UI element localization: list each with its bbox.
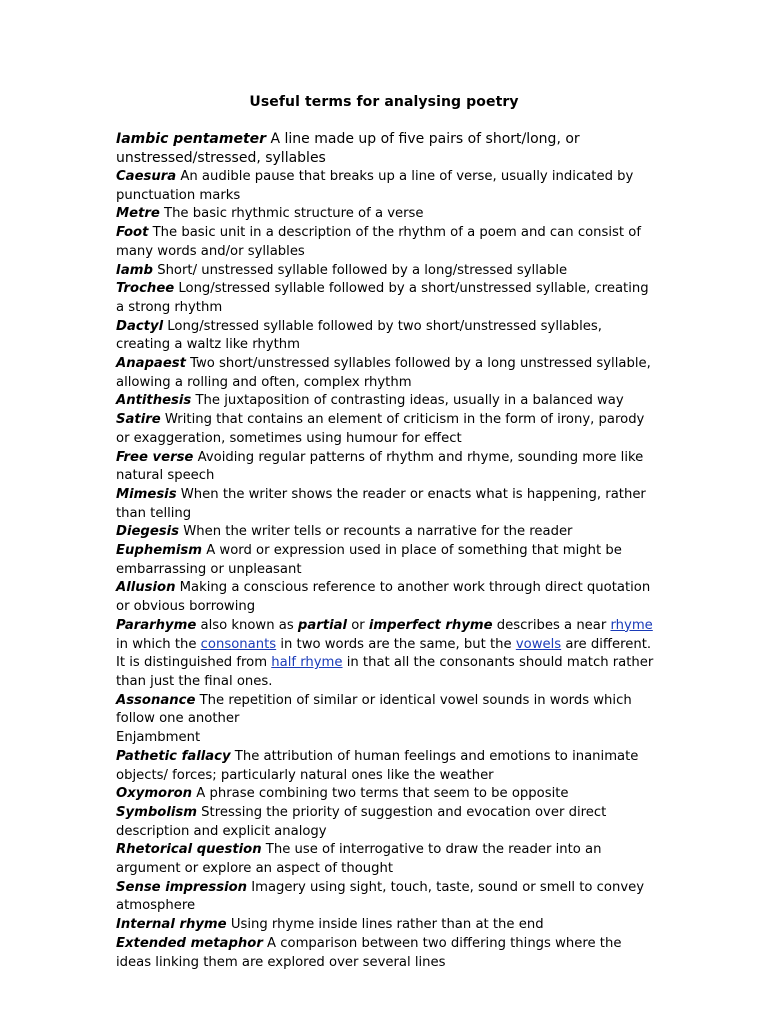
glossary-definition: The attribution of human feelings and emotions to inanimate objects/ forces; particularly natural ones like the weather — [116, 748, 639, 783]
glossary-term: Antithesis — [116, 393, 192, 409]
glossary-definition: Making a conscious reference to another work through direct quotation or obvious borrowing — [116, 580, 651, 615]
glossary-term: Satire — [116, 412, 161, 428]
glossary-term: Symbolism — [116, 804, 197, 820]
glossary-text: or — [347, 617, 369, 633]
glossary-entry-free-verse — [116, 449, 656, 486]
glossary-definition: Long/stressed syllable followed by two short/unstressed syllables, creating a waltz like rhythm — [116, 318, 602, 353]
glossary-entry-sense-impression — [116, 879, 656, 916]
glossary-term: Anapaest — [116, 356, 186, 372]
glossary-definition: A word or expression used in place of something that might be embarrassing or unpleasant — [116, 543, 622, 577]
glossary-entry-extended-metaphor — [116, 935, 656, 972]
glossary-entry-trochee — [116, 280, 656, 317]
glossary-entry-iambic-pentameter — [116, 130, 656, 168]
glossary-entry-metre — [116, 205, 656, 224]
glossary-term: Euphemism — [116, 543, 203, 559]
glossary-term: Diegesis — [116, 524, 180, 540]
glossary-definition: The repetition of similar or identical vowel sounds in words which follow one another — [116, 692, 632, 727]
glossary-definition: The basic unit in a description of the rhythm of a poem and can consist of many words and/or syllables — [116, 225, 641, 259]
glossary-definition: Stressing the priority of suggestion and evocation over direct description and explicit analogy — [116, 804, 607, 839]
glossary-entry-pathetic-fallacy — [116, 748, 656, 785]
glossary-list — [116, 130, 656, 972]
glossary-entry-allusion — [116, 579, 656, 616]
vowels-link[interactable]: vowels — [515, 636, 562, 652]
glossary-term-imperfect-rhyme: imperfect rhyme — [368, 617, 493, 633]
glossary-text: also known as — [196, 617, 298, 633]
glossary-term: Iamb — [116, 262, 153, 278]
glossary-definition: When the writer tells or recounts a narrative for the reader — [179, 524, 573, 540]
glossary-entry-diegesis — [116, 523, 656, 542]
glossary-definition: Short/ unstressed syllable followed by a long/stressed syllable — [153, 262, 568, 278]
glossary-term: Sense impression — [116, 879, 248, 895]
rhyme-link[interactable]: rhyme — [610, 617, 653, 633]
glossary-entry-mimesis — [116, 486, 656, 523]
glossary-term: Caesura — [116, 169, 177, 184]
glossary-term: Rhetorical question — [116, 842, 262, 858]
consonants-link[interactable]: consonants — [200, 636, 277, 652]
glossary-term: Assonance — [116, 692, 196, 708]
glossary-definition: A line made up of five pairs of short/long, or unstressed/stressed, syllables — [116, 131, 580, 166]
glossary-entry-foot — [116, 224, 656, 261]
glossary-definition: Imagery using sight, touch, taste, sound or smell to convey atmosphere — [116, 879, 645, 914]
glossary-term: Allusion — [116, 580, 176, 596]
glossary-definition: A phrase combining two terms that seem to be opposite — [192, 786, 569, 802]
glossary-entry-euphemism — [116, 542, 656, 579]
glossary-definition: An audible pause that breaks up a line of verse, usually indicated by punctuation marks — [116, 169, 634, 203]
glossary-text: describes a near — [492, 617, 611, 633]
glossary-term-partial: partial — [297, 617, 348, 633]
glossary-text: in two words are the same, but the — [276, 636, 516, 652]
half-rhyme-link[interactable]: half rhyme — [271, 655, 343, 671]
glossary-entry-assonance — [116, 692, 656, 729]
glossary-term: Oxymoron — [116, 786, 193, 802]
glossary-entry-satire — [116, 411, 656, 448]
glossary-term: Trochee — [116, 281, 175, 297]
glossary-text: are different. It is distinguished from — [116, 636, 652, 671]
glossary-definition: Using rhyme inside lines rather than at the end — [226, 917, 544, 933]
glossary-entry-enjambment: Enjambment — [116, 730, 201, 746]
glossary-term: Extended metaphor — [116, 935, 263, 951]
glossary-definition: Avoiding regular patterns of rhythm and rhyme, sounding more like natural speech — [116, 449, 644, 484]
glossary-definition: Writing that contains an element of criticism in the form of irony, parody or exaggeration, sometimes using humour for effect — [116, 412, 645, 446]
glossary-entry-symbolism — [116, 804, 656, 841]
glossary-definition: Long/stressed syllable followed by a short/unstressed syllable, creating a strong rhythm — [116, 281, 649, 315]
glossary-entry-antithesis — [116, 392, 656, 411]
glossary-definition: The juxtaposition of contrasting ideas, usually in a balanced way — [191, 393, 624, 409]
glossary-term: Pathetic fallacy — [116, 748, 231, 764]
glossary-entry-dactyl — [116, 318, 656, 355]
glossary-definition: When the writer shows the reader or enacts what is happening, rather than telling — [116, 486, 646, 521]
glossary-term: Pararhyme — [116, 617, 197, 633]
page-title: Useful terms for analysing poetry — [249, 94, 519, 110]
glossary-text: in that all the consonants should match rather than just the final ones. — [116, 655, 654, 689]
glossary-entry-oxymoron — [116, 785, 656, 804]
glossary-entry-internal-rhyme — [116, 916, 656, 935]
glossary-term: Iambic pentameter — [116, 131, 267, 147]
glossary-definition: The use of interrogative to draw the reader into an argument or explore an aspect of thought — [116, 842, 602, 877]
glossary-term: Metre — [116, 206, 160, 222]
glossary-term: Internal rhyme — [116, 917, 227, 933]
glossary-definition: The basic rhythmic structure of a verse — [159, 206, 424, 222]
glossary-term: Dactyl — [116, 318, 164, 334]
glossary-term: Foot — [116, 225, 149, 241]
glossary-definition: A comparison between two differing things where the ideas linking them are explored over several lines — [116, 935, 622, 970]
glossary-entry-pararhyme — [116, 617, 656, 692]
glossary-definition: Two short/unstressed syllables followed by a long unstressed syllable, allowing a rolling and often, complex rhythm — [116, 356, 651, 390]
glossary-term: Mimesis — [116, 486, 177, 502]
glossary-entry-rhetorical-question — [116, 841, 656, 878]
glossary-text: in which the — [116, 636, 201, 652]
glossary-term: Free verse — [116, 449, 194, 465]
glossary-entry-iamb — [116, 262, 656, 281]
glossary-entry-anapaest — [116, 355, 656, 392]
glossary-entry-caesura — [116, 168, 656, 205]
